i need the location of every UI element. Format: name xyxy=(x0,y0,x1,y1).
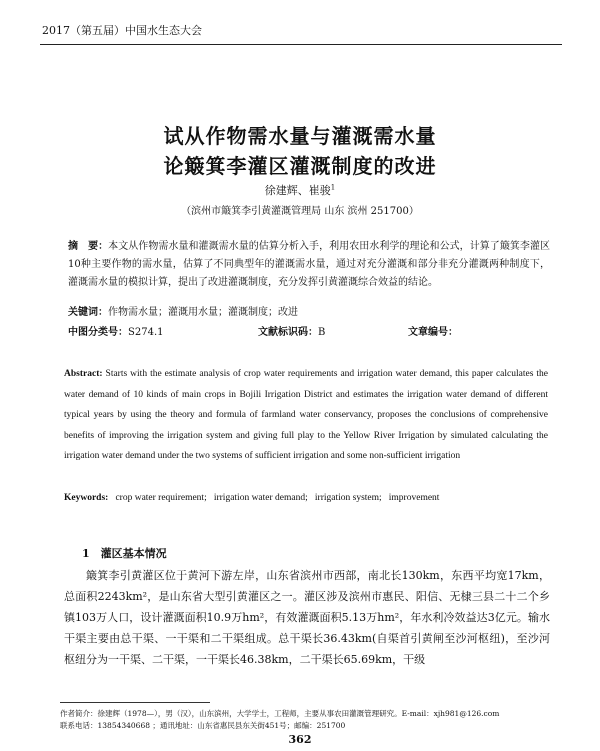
keywords-en xyxy=(64,493,548,503)
page-number: 362 xyxy=(288,733,312,746)
keyword-en-item: irrigation system; xyxy=(314,493,382,503)
clc-label: 中图分类号： xyxy=(68,327,128,338)
authors xyxy=(0,182,600,198)
keyword-en-item: crop water requirement; xyxy=(115,493,207,503)
footnote-rule xyxy=(60,702,210,703)
running-header: 2017（第五届）中国水生态大会 xyxy=(42,24,202,37)
abstract-cn-text: 本文从作物需水量和灌溉需水量的估算分析入手，利用农田水利学的理论和公式，计算了簸箕李灌区10种主要作物的需水量，估算了不同典型年的灌溉需水量，通过对充分灌溉和部分非充分灌溉两种制度下，灌溉需水量的模拟计算，提出了改进灌溉制度，充分发挥引黄灌溉综合效益的结论。 xyxy=(68,241,551,288)
affiliation: （滨州市簸箕李引黄灌溉管理局 山东 滨州 251700） xyxy=(181,206,419,217)
title-line-2: 论簸箕李灌区灌溉制度的改进 xyxy=(163,154,437,178)
classification-line xyxy=(68,323,550,339)
footnote-contact: 联系电话：13854340668 ；通讯地址：山东省惠民县东关街451号；邮编：251700 xyxy=(60,721,346,730)
doc-code-label: 文献标识码： xyxy=(258,327,318,338)
keywords-cn-text: 作物需水量；灌溉用水量；灌溉制度；改进 xyxy=(108,307,298,318)
abstract-en-label: Abstract: xyxy=(64,369,103,379)
doc-code-value: B xyxy=(318,327,326,338)
keywords-cn xyxy=(68,303,298,318)
clc-value: S274.1 xyxy=(128,327,164,338)
abstract-cn-label: 摘 要： xyxy=(68,241,109,252)
author-mark: 1 xyxy=(330,183,336,192)
footnote-author-bio: 作者简介：徐建辉（1978—），男（汉），山东滨州，大学学士，工程师，主要从事农田灌溉管理研究。E-mail：xjh981@126.com xyxy=(60,709,500,718)
title-line-1: 试从作物需水量与灌溉需水量 xyxy=(163,124,437,148)
keyword-en-item: irrigation water demand; xyxy=(213,493,308,503)
article-number-label: 文章编号： xyxy=(408,327,458,338)
abstract-en xyxy=(64,364,548,467)
keywords-cn-label: 关键词： xyxy=(68,307,108,318)
clc-field xyxy=(68,323,163,338)
abstract-cn xyxy=(68,238,550,292)
abstract-en-text: Starts with the estimate analysis of crop water requirements and irrigation water demand, this paper calculates the water demand of 10 kinds of main crops in Bojili Irrigation District and estimates the irrigation water demand of different typical years by using the theory and formula of farmland water conservancy, proposes the conclusions of comprehensive benefits of improving the irrigation system and giving full play to the Yellow River Irrigation by simulated calculating the irrigation water demand under the two systems of sufficient irrigation and some non-sufficient irrigation xyxy=(64,369,549,461)
article-number-field xyxy=(408,323,458,338)
keyword-en-item: improvement xyxy=(388,493,440,503)
keywords-en-label: Keywords: xyxy=(64,493,109,503)
section-heading: 1 灌区基本情况 xyxy=(82,547,167,560)
author-names: 徐建辉、崔骏 xyxy=(264,184,331,197)
body-paragraph: 簸箕李引黄灌区位于黄河下游左岸，山东省滨州市西部，南北长130km，东西平均宽17km，总面积2243km²，是山东省大型引黄灌区之一。灌区涉及滨州市惠民、阳信、无棣三县二十二个乡镇103万人口，设计灌溉面积10.9万hm²，有效灌溉面积5.13万hm²，年水利冷效益达3亿元。输水干渠主要由总干渠、一干渠和二干渠组成。总干渠长36.43km(自渠首引黄闸至沙河枢纽)，至沙河枢纽分为一干渠、二干渠，一干渠长46.38km，二干渠长65.69km，干级 xyxy=(64,569,550,666)
doc-code-field xyxy=(258,323,325,338)
header-rule xyxy=(40,44,562,45)
